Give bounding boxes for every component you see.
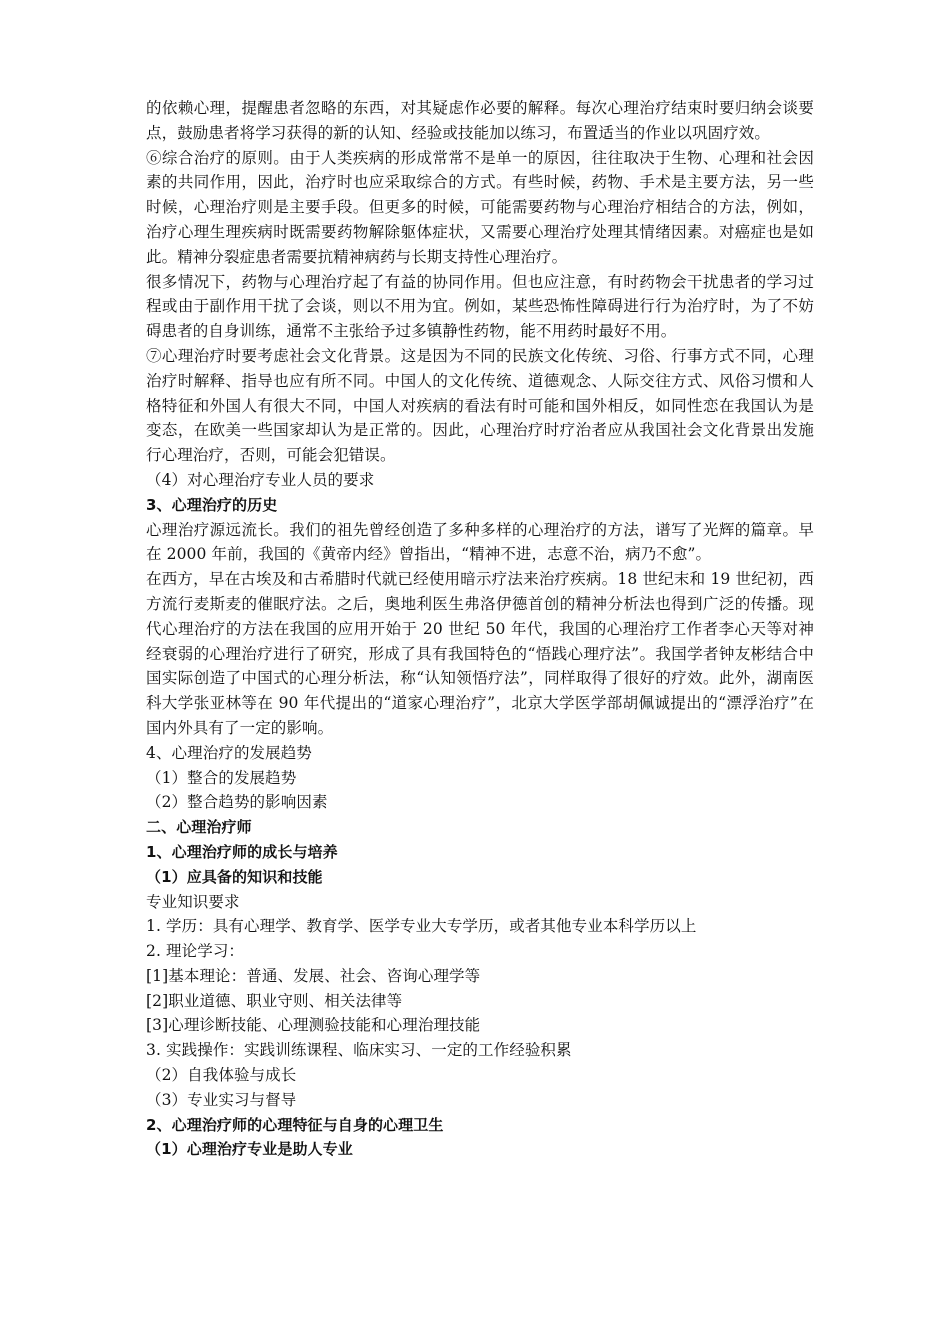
label-professional-knowledge: 专业知识要求	[146, 892, 240, 911]
paragraph-drug-synergy: 很多情况下，药物与心理治疗起了有益的协同作用。但也应注意，有时药物会干扰患者的学习过程或由于副作用干扰了会谈，则以不用为宜。例如，某些恐怖性障碍进行行为治疗时，为了不妨碍患者的自身训练，通常不主张给予过多镇静性药物，能不用药时最好不用。	[146, 272, 814, 341]
paragraph-summary: 的依赖心理，提醒患者忽略的东西，对其疑虑作必要的解释。每次心理治疗结束时要归纳会谈要点，鼓励患者将学习获得的新的认知、经验或技能加以练习，布置适当的作业以巩固疗效。	[146, 99, 814, 142]
heading-therapist: 二、心理治疗师	[146, 818, 252, 837]
item-practice: 3. 实践操作：实践训练课程、临床实习、一定的工作经验积累	[146, 1041, 572, 1060]
item-education: 1. 学历：具有心理学、教育学、医学专业大专学历，或者其他专业本科学历以上	[146, 917, 697, 936]
item-integration-trend: （1）整合的发展趋势	[146, 768, 297, 787]
item-basic-theory: [1]基本理论：普通、发展、社会、咨询心理学等	[146, 966, 481, 985]
item-integration-factors: （2）整合趋势的影响因素	[146, 793, 328, 812]
item-internship-supervision: （3）专业实习与督导	[146, 1090, 297, 1109]
heading-helping-profession: （1）心理治疗专业是助人专业	[146, 1140, 353, 1159]
item-ethics: [2]职业道德、职业守则、相关法律等	[146, 991, 403, 1010]
heading-growth-training: 1、心理治疗师的成长与培养	[146, 842, 338, 861]
item-requirements: （4）对心理治疗专业人员的要求	[146, 470, 375, 489]
paragraph-history-china: 心理治疗源远流长。我们的祖先曾经创造了多种多样的心理治疗的方法，谱写了光辉的篇章。早在 2000 年前，我国的《黄帝内经》曾指出，“精神不进，志意不治，病乃不愈”。	[146, 520, 814, 564]
item-diagnosis-skills: [3]心理诊断技能、心理测验技能和心理治理技能	[146, 1016, 481, 1035]
heading-psych-features: 2、心理治疗师的心理特征与自身的心理卫生	[146, 1115, 444, 1134]
document-page	[146, 96, 814, 1162]
heading-history: 3、心理治疗的历史	[146, 495, 278, 514]
item-theory-study: 2. 理论学习：	[146, 942, 245, 961]
paragraph-principle-6: ⑥综合治疗的原则。由于人类疾病的形成常常不是单一的原因，往往取决于生物、心理和社会因素的共同作用，因此，治疗时也应采取综合的方式。有些时候，药物、手术是主要方法，另一些时候，心理治疗则是主要手段。但更多的时候，可能需要药物与心理治疗相结合的方法，例如，治疗心理生理疾病时既需要药物解除躯体症状，又需要心理治疗处理其情绪因素。对癌症也是如此。精神分裂症患者需要抗精神病药与长期支持性心理治疗。	[146, 148, 814, 266]
heading-knowledge-skills: （1）应具备的知识和技能	[146, 867, 323, 886]
paragraph-history-west: 在西方，早在古埃及和古希腊时代就已经使用暗示疗法来治疗疾病。18 世纪末和 19 世纪初，西方流行麦斯麦的催眠疗法。之后，奥地利医生弗洛伊德首创的精神分析法也得到广泛的传播。现代心理治疗的方法在我国的应用开始于 20 世纪 50 年代，我国的心理治疗工作者李心天等对神经衰弱的心理治疗进行了研究，形成了具有我国特色的“悟践心理疗法”。我国学者钟友彬结合中国实际创造了中国式的心理分析法，称“认知领悟疗法”，同样取得了很好的疗效。此外，湖南医科大学张亚林等在 90 年代提出的“道家心理治疗”，北京大学医学部胡佩诚提出的“漂浮治疗”在国内外具有了一定的影响。	[146, 570, 814, 737]
item-self-experience: （2）自我体验与成长	[146, 1066, 297, 1085]
heading-trends: 4、心理治疗的发展趋势	[146, 743, 312, 762]
paragraph-principle-7: ⑦心理治疗时要考虑社会文化背景。这是因为不同的民族文化传统、习俗、行事方式不同，心理治疗时解释、指导也应有所不同。中国人的文化传统、道德观念、人际交往方式、风俗习惯和人格特征和外国人有很大不同，中国人对疾病的看法有时可能和国外相反，如同性恋在我国认为是变态，在欧美一些国家却认为是正常的。因此，心理治疗时疗治者应从我国社会文化背景出发施行心理治疗，否则，可能会犯错误。	[146, 346, 814, 465]
